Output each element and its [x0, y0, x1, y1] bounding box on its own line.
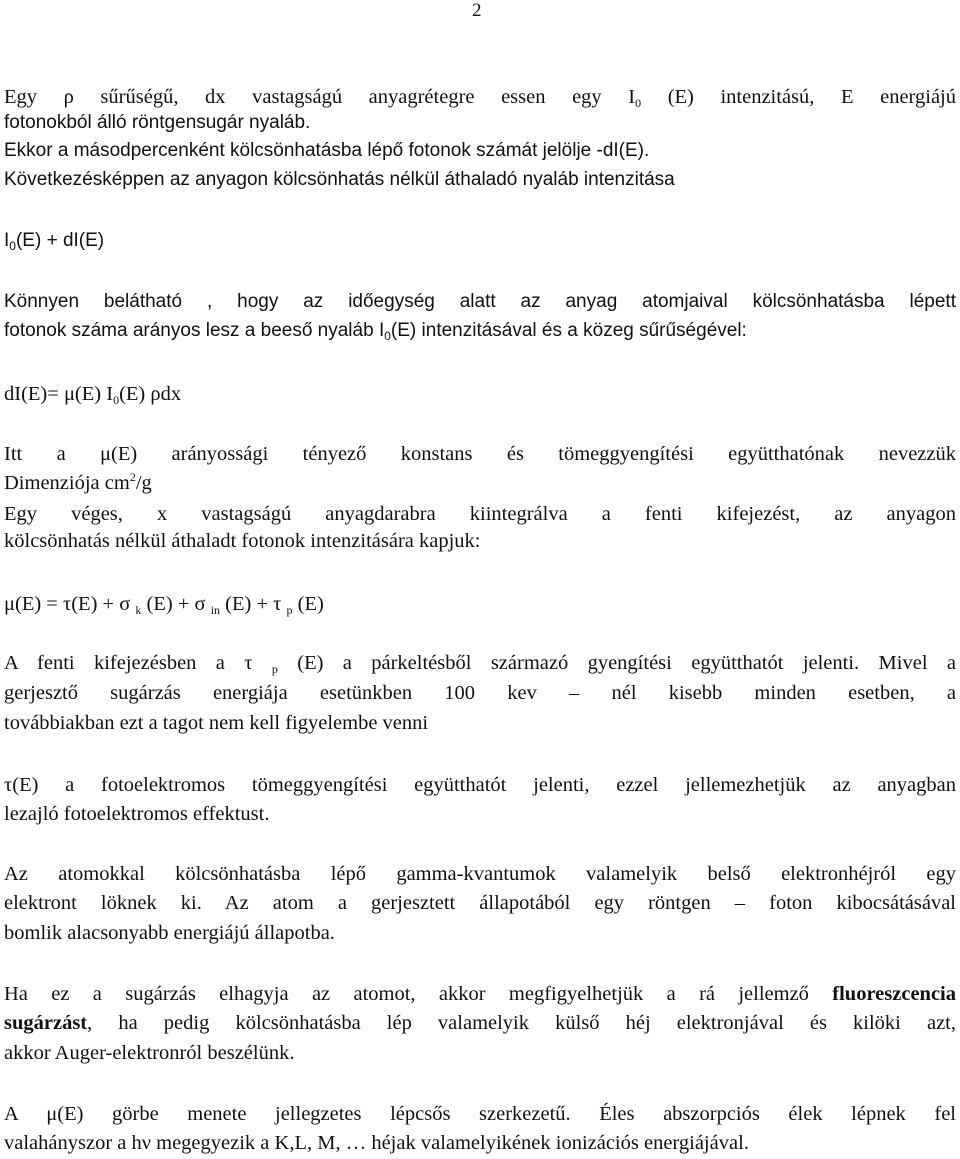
- text-run: fotonok száma arányos lesz a beeső nyaláb I: [4, 320, 385, 341]
- subscript: k: [135, 603, 142, 617]
- paragraph-4-line-1: [4, 650, 956, 676]
- paragraph-1-line-2: fotonokból álló röntgensugár nyaláb.: [4, 112, 311, 133]
- text-run: (E) a párkeltésből származó gyengítési együtthatót jelenti. Mivel a: [277, 652, 956, 674]
- subscript: p: [271, 662, 278, 676]
- text-run: A fenti kifejezésben a τ: [4, 652, 272, 674]
- subscript: 0: [113, 393, 120, 407]
- paragraph-8-line-2: valahányszor a hν megegyezik a K,L, M, … héjak valamelyikének ionizációs energiájával.: [4, 1132, 749, 1154]
- paragraph-1-line-3: Ekkor a másodpercenként kölcsönhatásba lépő fotonok számát jelölje -dI(E).: [4, 140, 650, 161]
- paragraph-6-line-2: elektront löknek ki. Az atom a gerjesztett állapotából egy röntgen – foton kibocsátásával: [4, 892, 956, 914]
- paragraph-8-line-1: A μ(E) görbe menete jellegzetes lépcsős szerkezetű. Éles abszorpciós élek lépnek fel: [4, 1103, 956, 1125]
- paragraph-7-line-3: akkor Auger-elektronról beszélünk.: [4, 1042, 295, 1064]
- text-run: (E) + dI(E): [15, 230, 105, 251]
- text-run: (E) ρdx: [119, 383, 182, 405]
- equation-attenuation: [4, 381, 956, 407]
- superscript: 2: [129, 470, 136, 484]
- paragraph-5-line-2: lezajló fotoelektromos effektust.: [4, 803, 270, 825]
- paragraph-7-line-1: [4, 981, 956, 1007]
- subscript: p: [286, 603, 293, 617]
- paragraph-1-line-1: [4, 84, 956, 110]
- paragraph-3-line-4: kölcsönhatás nélkül áthaladt fotonok intenzitására kapjuk:: [4, 530, 481, 552]
- equation-intensity: [4, 228, 956, 254]
- bold-term: fluoreszcencia: [832, 983, 956, 1005]
- equation-mu-components: [4, 591, 956, 617]
- text-run: (E) intenzitásával és a közeg sűrűségével:: [390, 320, 747, 341]
- text-run: Egy ρ sűrűségű, dx vastagságú anyagrétegre essen egy I: [4, 86, 636, 108]
- paragraph-3-line-2: [4, 470, 956, 496]
- paragraph-4-line-2: gerjesztő sugárzás energiája esetünkben 100 kev – nél kisebb minden esetben, a: [4, 682, 956, 704]
- paragraph-2-line-1: Könnyen belátható , hogy az időegység alatt az anyag atomjaival kölcsönhatásba lépett: [4, 291, 956, 312]
- text-run: μ(E) = τ(E) + σ: [4, 593, 136, 615]
- subscript: 0: [635, 96, 642, 110]
- subscript: in: [210, 603, 221, 617]
- paragraph-2-line-2: [4, 318, 956, 344]
- paragraph-5-line-1: τ(E) a fotoelektromos tömeggyengítési együtthatót jelenti, ezzel jellemezhetjük az anyagban: [4, 774, 956, 796]
- paragraph-1-line-4: Következésképpen az anyagon kölcsönhatás nélkül áthaladó nyaláb intenzitása: [4, 169, 675, 190]
- text-run: (E) intenzitású, E energiájú: [641, 86, 956, 108]
- text-run: Dimenziója cm: [4, 472, 130, 494]
- text-run: dI(E)= μ(E) I: [4, 383, 114, 405]
- paragraph-7-line-2: [4, 1010, 956, 1036]
- page-number: 2: [472, 0, 482, 21]
- text-run: /g: [135, 472, 152, 494]
- paragraph-3-line-3: Egy véges, x vastagságú anyagdarabra kiintegrálva a fenti kifejezést, az anyagon: [4, 503, 956, 525]
- paragraph-3-line-1: Itt a μ(E) arányossági tényező konstans és tömeggyengítési együtthatónak nevezzük: [4, 443, 956, 465]
- paragraph-4-line-3: továbbiakban ezt a tagot nem kell figyelembe venni: [4, 712, 429, 734]
- bold-term: sugárzást: [4, 1012, 88, 1034]
- paragraph-6-line-3: bomlik alacsonyabb energiájú állapotba.: [4, 922, 335, 944]
- text-run: (E) + τ: [220, 593, 287, 615]
- text-run: I: [4, 230, 10, 251]
- subscript: 0: [384, 329, 391, 343]
- text-run: (E) + σ: [141, 593, 211, 615]
- text-run: Ha ez a sugárzás elhagyja az atomot, akkor megfigyelhetjük a rá jellemző: [4, 983, 833, 1005]
- text-run: (E): [292, 593, 324, 615]
- paragraph-6-line-1: Az atomokkal kölcsönhatásba lépő gamma-kvantumok valamelyik belső elektronhéjról egy: [4, 863, 956, 885]
- text-run: , ha pedig kölcsönhatásba lép valamelyik külső héj elektronjával és kilöki azt,: [87, 1012, 956, 1034]
- subscript: 0: [9, 239, 16, 253]
